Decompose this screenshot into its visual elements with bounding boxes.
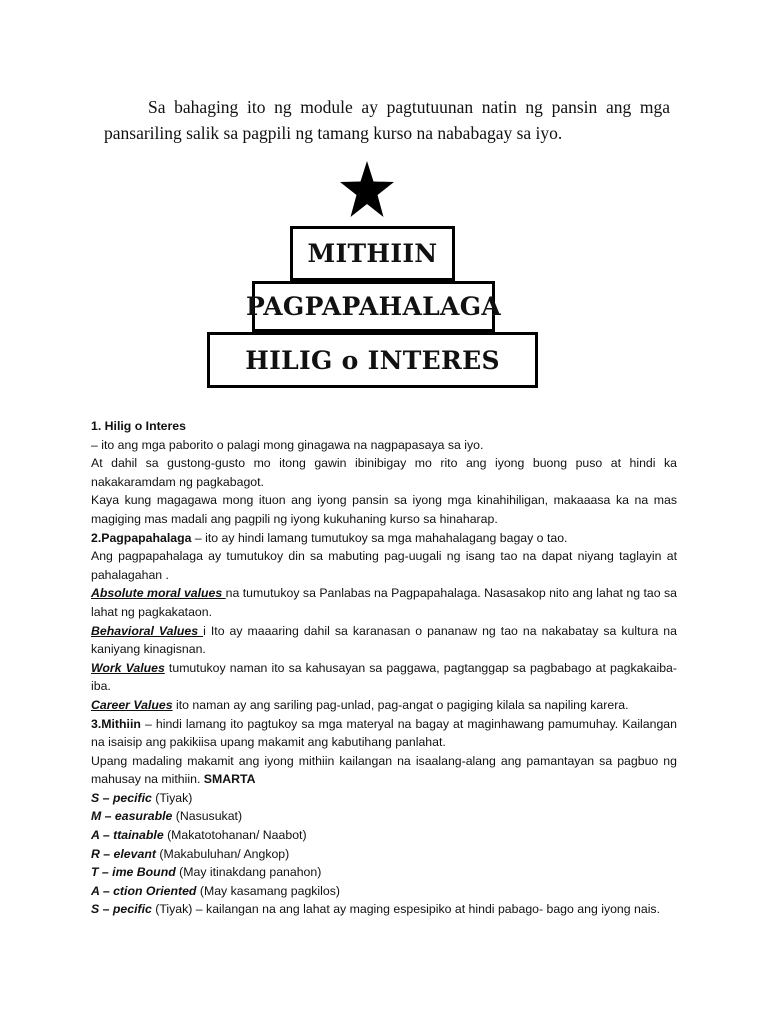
value-term: Work Values <box>91 660 165 675</box>
smart-item <box>91 826 677 845</box>
pyramid-bottom-hilig-interes: HILIG o INTERES <box>207 332 538 388</box>
value-text: i Ito ay maaaring dahil sa karanasan o pananaw ng tao na nakabatay sa kultura na kaniyang kinagisnan. <box>91 623 677 657</box>
section2-paragraph: Ang pagpapahalaga ay tumutukoy din sa mabuting pag-uugali ng isang tao na dapat niyang taglayin at pahalagahan . <box>91 549 677 582</box>
smart-term: T – ime Bound <box>91 865 176 880</box>
body-text <box>91 417 677 919</box>
intro-paragraph: Sa bahaging ito ng module ay pagtutuunan natin ng pansin ang mga pansariling salik sa pagpili ng tamang kurso na nababagay sa iyo. <box>104 97 670 143</box>
smart-term: S – pecific <box>91 902 152 917</box>
smart-term: M – easurable <box>91 809 173 824</box>
section2-heading: 2.Pagpapahalaga <box>91 530 192 545</box>
section2-heading-line <box>91 529 677 548</box>
smart-item <box>91 789 677 808</box>
section3-heading-text: – hindi lamang ito pagtukoy sa mga materyal na bagay at maginhawang pamumuhay. Kailangan na isaisip ang pakikiisa upang makamit ang kabutihang panlahat. <box>91 716 677 750</box>
section3-paragraph <box>91 752 677 789</box>
smart-text: (Tiyak) <box>151 790 193 805</box>
smart-item <box>91 900 677 919</box>
smart-term: A – ttainable <box>91 828 164 843</box>
value-item <box>91 622 677 659</box>
value-item <box>91 659 677 696</box>
smart-term: R – elevant <box>91 846 156 861</box>
smart-text: (May kasamang pagkilos) <box>196 883 340 898</box>
section2-heading-text: – ito ay hindi lamang tumutukoy sa mga mahahalagang bagay o tao. <box>191 530 568 545</box>
smart-item <box>91 807 677 826</box>
section3-paragraph-text: Upang madaling makamit ang iyong mithiin kailangan na isaalang-alang ang pamantayan sa pagbuo ng mahusay na mithiin. <box>91 753 677 787</box>
smart-term: A – ction Oriented <box>91 883 197 898</box>
value-text: na tumutukoy sa Panlabas na Pagpapahalaga. Nasasakop nito ang lahat ng tao sa lahat ng pagkakataon. <box>91 586 677 619</box>
smart-item <box>91 863 677 882</box>
value-text: tumutukoy naman ito sa kahusayan sa paggawa, pagtanggap sa pagbabago at pagkakaiba-iba. <box>91 660 677 694</box>
section1-paragraph: At dahil sa gustong-gusto mo itong gawin ibinibigay mo rito ang iyong buong puso at hindi ka nakakaramdam ng pagkabagot. <box>91 456 677 489</box>
smarta-label: SMARTA <box>203 772 256 787</box>
star-icon <box>338 159 396 225</box>
value-term: Career Values <box>91 697 173 712</box>
smart-text: (Makatotohanan/ Naabot) <box>163 828 307 843</box>
pyramid-middle-pagpapahalaga: PAGPAPAHALAGA <box>252 281 495 332</box>
section1-heading: 1. Hilig o Interes <box>91 419 186 433</box>
value-item <box>91 696 677 715</box>
value-term: Behavioral Values <box>91 623 204 638</box>
value-term: Absolute moral values <box>91 586 226 601</box>
smart-item <box>91 845 677 864</box>
section1-definition: – ito ang mga paborito o palagi mong ginagawa na nagpapasaya sa iyo. <box>91 437 484 452</box>
pyramid-top-mithiin: MITHIIN <box>290 226 455 281</box>
smart-text: (Makabuluhan/ Angkop) <box>155 846 290 861</box>
smart-item <box>91 882 677 901</box>
smart-text: (May itinakdang panahon) <box>175 865 322 880</box>
smart-text: (Nasusukat) <box>172 809 243 824</box>
value-item <box>91 584 677 621</box>
section1-paragraph: Kaya kung magagawa mong ituon ang iyong pansin sa iyong mga kinahihiligan, makaaasa ka na mas magiging mas madali ang pagpili ng iyong kukuhaning kurso sa hinaharap. <box>91 493 677 526</box>
value-text: ito naman ay ang sariling pag-unlad, pag-angat o pagiging kilala sa napiling karera. <box>172 697 629 712</box>
section3-heading-line <box>91 715 677 752</box>
smart-term: S – pecific <box>91 790 152 805</box>
smart-text: (Tiyak) – kailangan na ang lahat ay maging espesipiko at hindi pabago- bago ang iyong nais. <box>151 902 660 917</box>
section3-heading: 3.Mithiin <box>91 716 141 731</box>
